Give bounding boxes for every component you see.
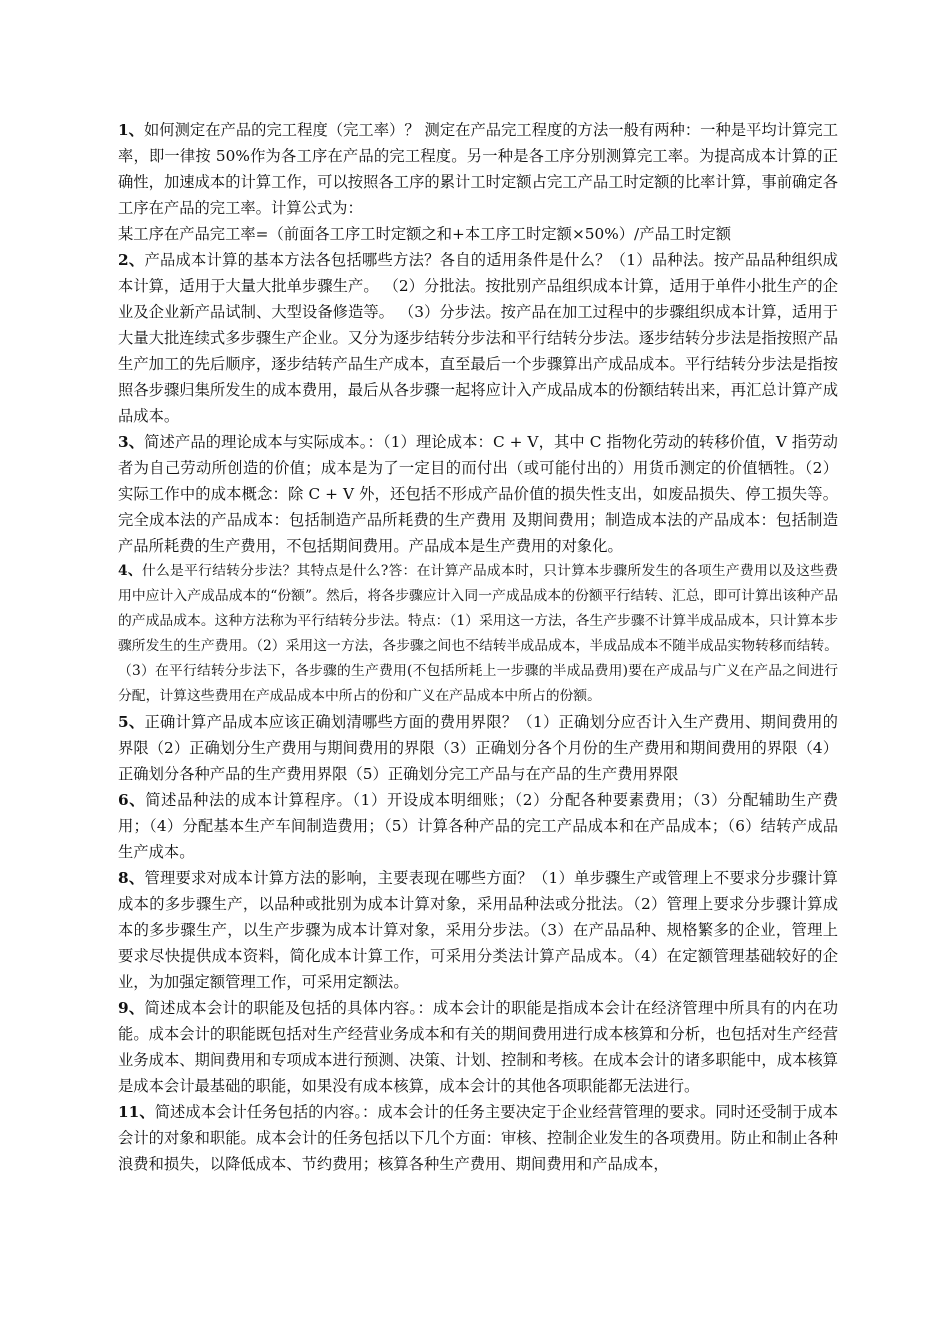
paragraph-text: 简述成本会计任务包括的内容。：成本会计的任务主要决定于企业经营管理的要求。同时还受制于成本会计的对象和职能。成本会计的任务包括以下几个方面：审核、控制企业发生的各项费用。防止和制止各种浪费和损失，以降低成本、节约费用；核算各种生产费用、期间费用和产品成本， (118, 1103, 838, 1173)
paragraph-q4 (118, 559, 838, 709)
paragraph-q6 (118, 787, 838, 865)
question-number: 2、 (118, 251, 145, 269)
question-number: 4、 (118, 563, 142, 579)
question-number: 11、 (118, 1103, 155, 1121)
paragraph-q1 (118, 117, 838, 221)
paragraph-text: 简述成本会计的职能及包括的具体内容。：成本会计的职能是指成本会计在经济管理中所具有的内在功能。成本会计的职能既包括对生产经营业务成本和有关的期间费用进行成本核算和分析，也包括对生产经营业务成本、期间费用和专项成本进行预测、决策、计划、控制和考核。在成本会计的诸多职能中，成本核算是成本会计最基础的职能，如果没有成本核算，成本会计的其他各项职能都无法进行。 (118, 999, 838, 1095)
paragraph-q9 (118, 995, 838, 1099)
paragraph-q11 (118, 1099, 838, 1177)
paragraph-text: 管理要求对成本计算方法的影响，主要表现在哪些方面？（1）单步骤生产或管理上不要求分步骤计算成本的多步骤生产，以品种或批别为成本计算对象，采用品种法或分批法。（2）管理上要求分步骤计算成本的多步骤生产，以生产步骤为成本计算对象，采用分步法。（3）在产品品种、规格繁多的企业，管理上要求尽快提供成本资料，简化成本计算工作，可采用分类法计算产品成本。（4）在定额管理基础较好的企业，为加强定额管理工作，可采用定额法。 (118, 869, 838, 991)
question-number: 5、 (118, 713, 145, 731)
paragraph-q2 (118, 247, 838, 429)
paragraph-q5 (118, 709, 838, 787)
question-number: 6、 (118, 791, 146, 809)
question-number: 3、 (118, 433, 145, 451)
question-number: 1、 (118, 121, 144, 139)
document-page (118, 117, 838, 1177)
question-number: 9、 (118, 999, 145, 1017)
paragraph-formula (118, 221, 838, 247)
paragraph-q3 (118, 429, 838, 559)
formula-text: 某工序在产品完工率=（前面各工序工时定额之和+本工序工时定额×50%）/产品工时定额 (118, 225, 731, 243)
paragraph-text: 简述品种法的成本计算程序。（1）开设成本明细账；（2）分配各种要素费用；（3）分配辅助生产费用；（4）分配基本生产车间制造费用；（5）计算各种产品的完工产品成本和在产品成本；（6）结转产成品生产成本。 (118, 791, 838, 861)
question-number: 8、 (118, 869, 145, 887)
paragraph-text: 简述产品的理论成本与实际成本。：（1）理论成本：C + V，其中 C 指物化劳动的转移价值，V 指劳动者为自己劳动所创造的价值；成本是为了一定目的而付出（或可能付出的）用货币测定的价值牺牲。（2）实际工作中的成本概念：除 C + V 外，还包括不形成产品价值的损失性支出，如废品损失、停工损失等。完全成本法的产品成本：包括制造产品所耗费的生产费用 及期间费用；制造成本法的产品成本：包括制造产品所耗费的生产费用，不包括期间费用。产品成本是生产费用的对象化。 (118, 433, 838, 555)
paragraph-q8 (118, 865, 838, 995)
paragraph-text: 什么是平行结转分步法？其特点是什么?答：在计算产品成本时，只计算本步骤所发生的各项生产费用以及这些费用中应计入产成品成本的“份额”。然后，将各步骤应计入同一产成品成本的份额平行结转、汇总，即可计算出该种产品的产成品成本。这种方法称为平行结转分步法。特点：（1）采用这一方法，各生产步骤不计算半成品成本，只计算本步骤所发生的生产费用。（2）采用这一方法，各步骤之间也不结转半成品成本，半成品成本不随半成品实物转移而结转。（3）在平行结转分步法下，各步骤的生产费用(不包括所耗上一步骤的半成品费用)要在产成品与广义在产品之间进行分配，计算这些费用在产成品成本中所占的份和广义在产品成本中所占的份额。 (118, 563, 838, 704)
paragraph-text: 产品成本计算的基本方法各包括哪些方法？各自的适用条件是什么？（1）品种法。按产品品种组织成本计算，适用于大量大批单步骤生产。 （2）分批法。按批别产品组织成本计算，适用于单件小批生产的企业及企业新产品试制、大型设备修造等。 （3）分步法。按产品在加工过程中的步骤组织成本计算，适用于大量大批连续式多步骤生产企业。又分为逐步结转分步法和平行结转分步法。逐步结转分步法是指按照产品生产加工的先后顺序，逐步结转产品生产成本，直至最后一个步骤算出产成品成本。平行结转分步法是指按照各步骤归集所发生的成本费用，最后从各步骤一起将应计入产成品成本的份额结转出来，再汇总计算产成品成本。 (118, 251, 838, 425)
paragraph-text: 如何测定在产品的完工程度（完工率）？ 测定在产品完工程度的方法一般有两种：一种是平均计算完工率，即一律按 50%作为各工序在产品的完工程度。另一种是各工序分别测算完工率。为提高成本计算的正确性，加速成本的计算工作，可以按照各工序的累计工时定额占完工产品工时定额的比率计算，事前确定各工序在产品的完工率。计算公式为： (118, 121, 838, 217)
paragraph-text: 正确计算产品成本应该正确划清哪些方面的费用界限？（1）正确划分应否计入生产费用、期间费用的界限（2）正确划分生产费用与期间费用的界限（3）正确划分各个月份的生产费用和期间费用的界限（4）正确划分各种产品的生产费用界限（5）正确划分完工产品与在产品的生产费用界限 (118, 713, 838, 783)
